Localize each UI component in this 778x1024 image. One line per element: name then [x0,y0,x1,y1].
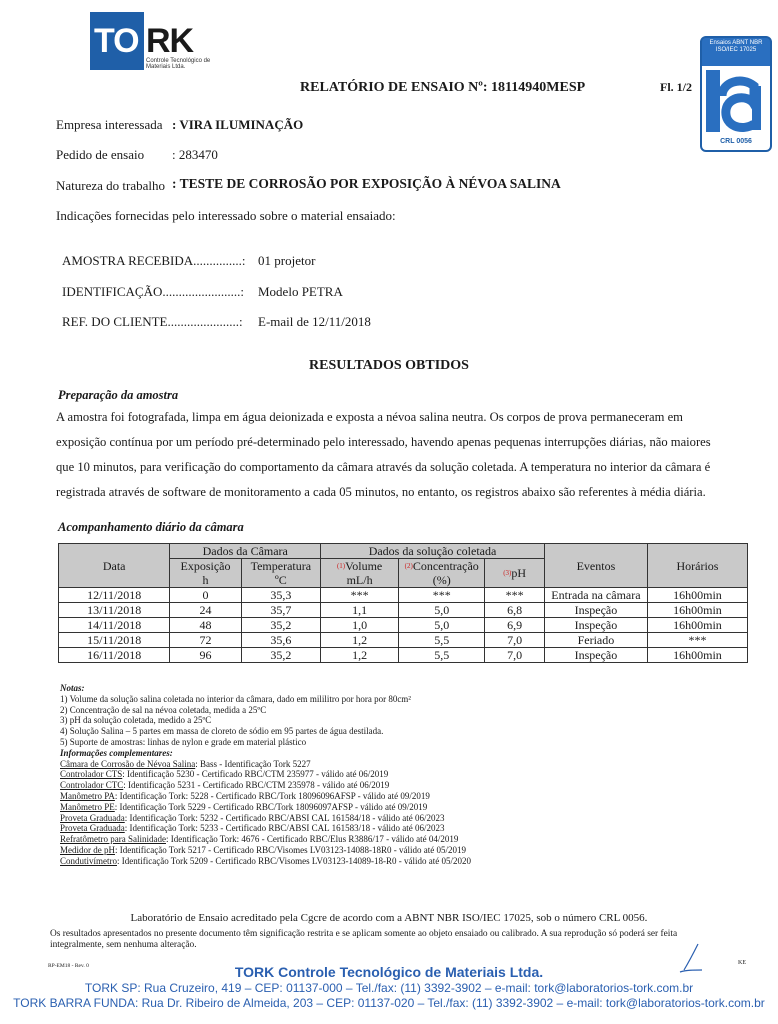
prep-paragraph [56,405,746,505]
cell-concentracao: 5,0 [399,618,485,633]
note-item: 4) Solução Salina – 5 partes em massa de cloreto de sódio em 95 partes de água destilada. [60,726,384,737]
note-item: 2) Concentração de sal na névoa coletada, medida a 25ºC [60,704,267,715]
identificacao-label: IDENTIFICAÇÃO........................: [62,284,244,299]
note-item: 3) pH da solução coletada, medido a 25ºC [60,715,212,726]
logo-text-rk: RK [146,22,194,60]
note-item: 1) Volume da solução salina coletada no interior da câmara, dado em mililitro por hora por 80cm² [60,693,412,704]
cell-data: 14/11/2018 [59,618,170,633]
cell-eventos: Inspeção [544,648,647,663]
cell-volume: 1,1 [321,603,399,618]
cell-temperatura: 35,2 [241,618,320,633]
table-row [59,648,748,663]
cell-exposicao: 96 [170,648,241,663]
amostra-label: AMOSTRA RECEBIDA...............: [62,253,246,268]
cell-temperatura: 35,7 [241,603,320,618]
report-title: RELATÓRIO DE ENSAIO Nº: 18114940MESP [300,80,586,95]
table-row [59,603,748,618]
info-item: Condutivímetro: Identificação Tork 5209 - Certificado RBC/Visomes LV03123-14089-18-R0 - válido até 05/2020 [60,855,472,866]
col-group-solucao: Dados da solução coletada [321,544,545,559]
cell-temperatura: 35,6 [241,633,320,648]
cell-concentracao: 5,5 [399,633,485,648]
pedido-label: Pedido de ensaio [56,147,145,162]
col-header-horarios: Horários [647,544,747,588]
cell-volume: *** [321,588,399,603]
cell-concentracao: 5,5 [399,648,485,663]
seal-mark-icon [702,66,770,136]
info-item: Refratômetro para Salinidade: Identificação Tork: 4676 - Certificado RBC/Elus R3886/17 - válido até 04/2019 [60,834,459,845]
prep-line: registrada através de software de monitoramento a cada 05 minutos, no entanto, os registros abaixo são referentes à média diária. [56,485,706,499]
info-item: Medidor de pH: Identificação Tork 5217 - Certificado RBC/Visomes LV03123-14088-18R0 - válido até 05/2019 [60,844,467,855]
col-group-camara: Dados da Câmara [170,544,321,559]
table-row [59,633,748,648]
notes-title: Notas: [60,683,85,693]
cell-temperatura: 35,3 [241,588,320,603]
acomp-title: Acompanhamento diário da câmara [58,520,244,534]
seal-top-text: Ensaios ABNT NBR ISO/IEC 17025 [702,38,770,66]
col-header-eventos: Eventos [544,544,647,588]
info-item: Proveta Graduada: Identificação Tork: 5233 - Certificado RBC/ABSI CAL 161583/18 - válido até 06/2023 [60,823,445,834]
cell-ph: *** [485,588,545,603]
cell-data: 15/11/2018 [59,633,170,648]
accreditation-seal [700,36,772,152]
cell-exposicao: 48 [170,618,241,633]
cell-data: 13/11/2018 [59,603,170,618]
cell-eventos: Inspeção [544,618,647,633]
address-sp: TORK SP: Rua Cruzeiro, 419 – CEP: 01137-000 – Tel./fax: (11) 3392-3902 – e-mail: tork@laboratorios-tork.com.br [84,981,694,995]
cell-horarios: 16h00min [647,618,747,633]
cell-data: 12/11/2018 [59,588,170,603]
cell-eventos: Feriado [544,633,647,648]
info-item: Controlador CTS: Identificação 5230 - Certificado RBC/CTM 235977 - válido até 06/2019 [60,769,389,780]
natureza-value: : TESTE DE CORROSÃO POR EXPOSIÇÃO À NÉVOA SALINA [172,176,561,191]
accreditation-statement: Laboratório de Ensaio acreditado pela Cgcre de acordo com a ABNT NBR ISO/IEC 17025, sob o número CRL 0056. [130,912,648,924]
cell-eventos: Entrada na câmara [544,588,647,603]
disclaimer [50,929,756,951]
info-title: Informações complementares: [60,747,173,758]
cell-horarios: 16h00min [647,588,747,603]
cell-concentracao: *** [399,588,485,603]
cell-exposicao: 0 [170,588,241,603]
cell-ph: 7,0 [485,633,545,648]
form-code: RP-EM18 - Rev. 0 [48,963,89,969]
info-item: Manômetro PE: Identificação Tork 5229 - Certificado RBC/Tork 18096097AFSP - válido até 09/2019 [60,801,428,812]
initials: KE [738,960,746,966]
info-item: Manômetro PA: Identificação Tork: 5228 - Certificado RBC/Tork 18096096AFSP - válido até 09/2019 [60,790,430,801]
address-barra-funda: TORK BARRA FUNDA: Rua Dr. Ribeiro de Almeida, 203 – CEP: 01137-020 – Tel./fax: (11) 3392-3902 – e-mail: tork@laboratorios-tork.com.br [13,996,765,1010]
notes-block [60,683,471,867]
cell-ph: 6,8 [485,603,545,618]
prep-line: exposição contínua por um período pré-determinado pelo interessado, havendo apenas pequenas interrupções diárias, não maiores [56,435,711,449]
tork-logo [90,12,211,72]
disclaimer-line: integralmente, sem nenhuma alteração. [50,940,197,950]
col-header-temperatura: Temperatura ºC [241,559,320,588]
amostra-value: 01 projetor [258,253,316,268]
col-header-ph: $^{(3)}$pH [485,559,545,588]
info-item: Proveta Graduada: Identificação Tork: 5232 - Certificado RBC/ABSI CAL 161584/18 - válido até 06/2023 [60,812,445,823]
cell-volume: 1,2 [321,648,399,663]
prep-line: que 10 minutos, para verificação do comportamento da câmara através da solução coletada. A temperatura no interior da câmara é [56,460,711,474]
col-header-concentracao: $^{(2)}$Concentração (%) [399,559,485,588]
company-name: TORK Controle Tecnológico de Materiais Ltda. [234,964,544,980]
cell-horarios: 16h00min [647,648,747,663]
prep-title: Preparação da amostra [58,388,179,402]
page-number: Fl. 1/2 [660,80,692,94]
seal-bottom-text: CRL 0056 [702,136,770,150]
ref-cliente-value: E-mail de 12/11/2018 [258,314,371,329]
cell-volume: 1,2 [321,633,399,648]
cell-exposicao: 24 [170,603,241,618]
daily-chamber-table [58,543,748,663]
cell-data: 16/11/2018 [59,648,170,663]
cell-horarios: *** [647,633,747,648]
table-row [59,588,748,603]
indicacoes-text: Indicações fornecidas pelo interessado sobre o material ensaiado: [56,208,396,223]
pedido-value: : 283470 [172,147,218,162]
cell-horarios: 16h00min [647,603,747,618]
cell-concentracao: 5,0 [399,603,485,618]
col-header-volume: $^{(1)}$Volume mL/h [321,559,399,588]
col-header-data: Data [59,544,170,588]
note-item: 5) Suporte de amostras: linhas de nylon e grade em material plástico [60,736,307,747]
logo-text-to: TO [94,22,139,60]
identificacao-value: Modelo PETRA [258,284,343,299]
cell-eventos: Inspeção [544,603,647,618]
cell-temperatura: 35,2 [241,648,320,663]
info-item: Controlador CTC: Identificação 5231 - Certificado RBC/CTM 235978 - válido até 06/2019 [60,780,390,791]
ref-cliente-label: REF. DO CLIENTE......................: [62,314,243,329]
empresa-value: : VIRA ILUMINAÇÃO [172,117,304,132]
cell-exposicao: 72 [170,633,241,648]
results-title: RESULTADOS OBTIDOS [309,358,469,373]
info-item: Câmara de Corrosão de Névoa Salina: Bass - Identificação Tork 5227 [60,758,311,769]
cell-ph: 6,9 [485,618,545,633]
table-row [59,618,748,633]
logo-subtitle: Controle Tecnológico de Materiais Ltda. [146,58,211,70]
col-header-exposicao: Exposição h [170,559,241,588]
cell-ph: 7,0 [485,648,545,663]
cell-volume: 1,0 [321,618,399,633]
prep-line: A amostra foi fotografada, limpa em água deionizada e exposta a névoa salina neutra. Os corpos de prova permaneceram em [56,410,683,424]
disclaimer-line: Os resultados apresentados no presente documento têm significação restrita e se aplicam somente ao objeto ensaiado ou calibrado. A sua reprodução só poderá ser feita [50,929,678,939]
natureza-label: Natureza do trabalho [56,178,166,193]
empresa-label: Empresa interessada [56,117,163,132]
